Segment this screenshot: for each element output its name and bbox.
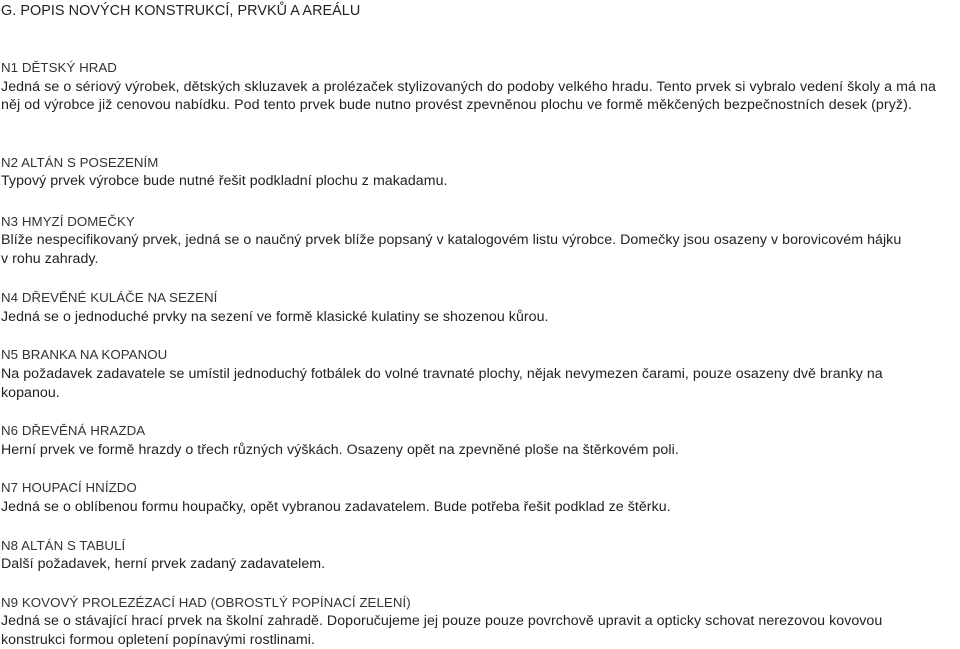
section-text-n1-line-2: něj od výrobce již cenovou nabídku. Pod tento prvek bude nutno provést zpevněnou plochu ve formě měkčených bezpečnostních desek (pryž). <box>1 97 912 113</box>
section-heading-n4: N4 DŘEVĚNÉ KULÁČE NA SEZENÍ <box>1 290 218 305</box>
section-text-n5-line-1: Na požadavek zadavatele se umístil jednoduchý fotbálek do volné travnaté plochy, nějak nevymezen čarami, pouze osazeny dvě branky na <box>1 366 883 382</box>
section-text-n7-line-1: Jedná se o oblíbenou formu houpačky, opět vybranou zadavatelem. Bude potřeba řešit podklad ze štěrku. <box>1 499 671 515</box>
section-text-n6-line-1: Herní prvek ve formě hrazdy o třech různých výškách. Osazeny opět na zpevněné ploše na štěrkovém poli. <box>1 442 679 458</box>
section-text-n2-line-1: Typový prvek výrobce bude nutné řešit podkladní plochu z makadamu. <box>1 173 448 189</box>
section-heading-n6: N6 DŘEVĚNÁ HRAZDA <box>1 423 146 438</box>
section-text-n3-line-2: v rohu zahrady. <box>1 251 99 267</box>
section-text-n9-line-1: Jedná se o stávající hrací prvek na školní zahradě. Doporučujeme jej pouze pouze povrchově upravit a opticky schovat nerezovou kovovou <box>1 613 883 629</box>
section-heading-n8: N8 ALTÁN S TABULÍ <box>1 538 126 553</box>
section-text-n9-line-2: konstrukci formou opletení popínavými rostlinami. <box>1 632 315 648</box>
section-heading-n2: N2 ALTÁN S POSEZENÍM <box>1 155 159 170</box>
section-text-n1-line-1: Jedná se o sériový výrobek, dětských skluzavek a prolézaček stylizovaných do podoby velkého hradu. Tento prvek si vybralo vedení školy a má na <box>1 79 937 95</box>
page-title: G. POPIS NOVÝCH KONSTRUKCÍ, PRVKŮ A AREÁLU <box>1 3 361 19</box>
section-text-n3-line-1: Blíže nespecifikovaný prvek, jedná se o naučný prvek blíže popsaný v katalogovém listu výrobce. Domečky jsou osazeny v borovicovém hájku <box>1 232 902 248</box>
section-heading-n7: N7 HOUPACÍ HNÍZDO <box>1 480 137 495</box>
section-text-n8-line-1: Další požadavek, herní prvek zadaný zadavatelem. <box>1 556 326 572</box>
section-heading-n5: N5 BRANKA NA KOPANOU <box>1 347 168 362</box>
section-heading-n3: N3 HMYZÍ DOMEČKY <box>1 214 135 229</box>
section-heading-n9: N9 KOVOVÝ PROLEZÉZACÍ HAD (OBROSTLÝ POPÍNACÍ ZELENÍ) <box>1 595 411 610</box>
section-text-n5-line-2: kopanou. <box>1 385 60 401</box>
section-text-n4-line-1: Jedná se o jednoduché prvky na sezení ve formě klasické kulatiny se shozenou kůrou. <box>1 309 549 325</box>
section-heading-n1: N1 DĚTSKÝ HRAD <box>1 60 117 75</box>
